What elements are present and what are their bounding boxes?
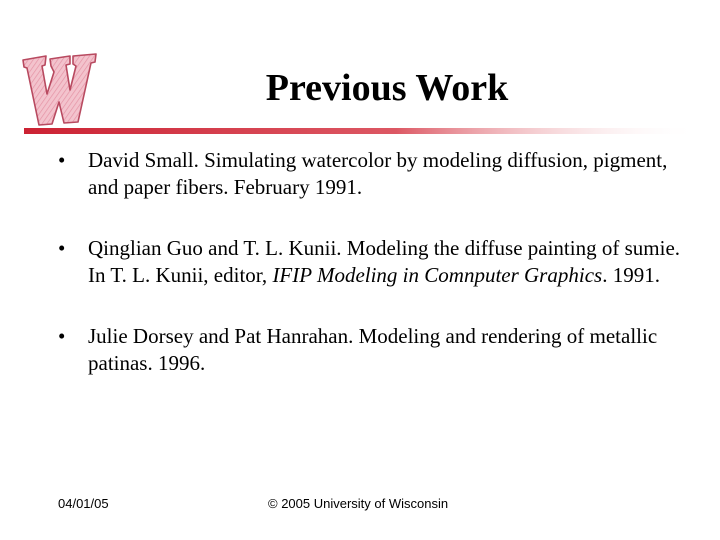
bullet-icon: • xyxy=(58,324,66,348)
footer-date: 04/01/05 xyxy=(58,496,109,511)
reference-text-tail: . 1991. xyxy=(602,263,660,287)
slide-title: Previous Work xyxy=(265,67,509,109)
university-w-logo xyxy=(20,50,98,126)
bullet-icon: • xyxy=(58,148,66,172)
reference-book-title: IFIP Modeling in Comnputer Graphics xyxy=(272,263,603,287)
footer-copyright: © 2005 University of Wisconsin xyxy=(268,496,449,511)
reference-text: David Small. Simulating watercolor by modeling diffusion, pigment, and paper fibers. February 1991. xyxy=(88,148,668,199)
title-divider xyxy=(24,126,700,136)
reference-text: Julie Dorsey and Pat Hanrahan. Modeling and rendering of metallic patinas. 1996. xyxy=(88,324,658,375)
reference-text: Qinglian Guo and T. L. Kunii. Modeling the diffuse painting of sumie. In T. L. Kunii, editor, xyxy=(88,236,681,287)
reference-list xyxy=(58,147,698,377)
list-item xyxy=(58,147,698,201)
list-item xyxy=(58,323,698,377)
bullet-icon: • xyxy=(58,236,66,260)
list-item xyxy=(58,235,698,289)
